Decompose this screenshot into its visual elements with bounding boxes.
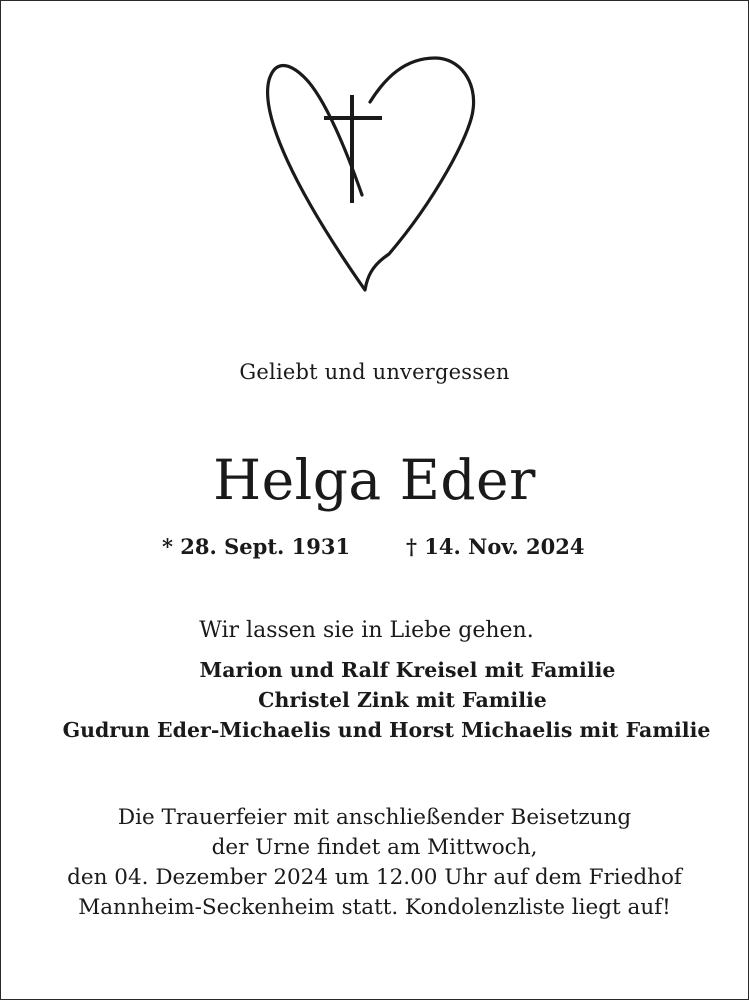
birth-date: * 28. Sept. 1931 [162,534,351,559]
farewell-message-text: Wir lassen sie in Liebe gehen. [199,618,534,643]
service-line: Die Trauerfeier mit anschließender Beisetzung [117,805,632,830]
heart-outline [268,58,474,290]
service-info [0,803,749,923]
mourner-line: Gudrun Eder-Michaelis und Horst Michaelis mit Familie [62,718,711,742]
heart-with-cross-icon [255,40,495,302]
mourner-line: Marion und Ralf Kreisel mit Familie [199,658,616,682]
farewell-message [0,618,749,643]
mourners-list [0,655,749,745]
service-line: der Urne findet am Mittwoch, [211,835,538,860]
mourner-line: Christel Zink mit Familie [258,688,547,712]
service-line: Mannheim-Seckenheim statt. Kondolenzliste liegt auf! [78,895,671,920]
deceased-name: Helga Eder [213,448,536,512]
subtitle: Geliebt und unvergessen [239,360,510,384]
death-date: † 14. Nov. 2024 [406,534,585,559]
service-line: den 04. Dezember 2024 um 12.00 Uhr auf dem Friedhof [67,865,682,890]
